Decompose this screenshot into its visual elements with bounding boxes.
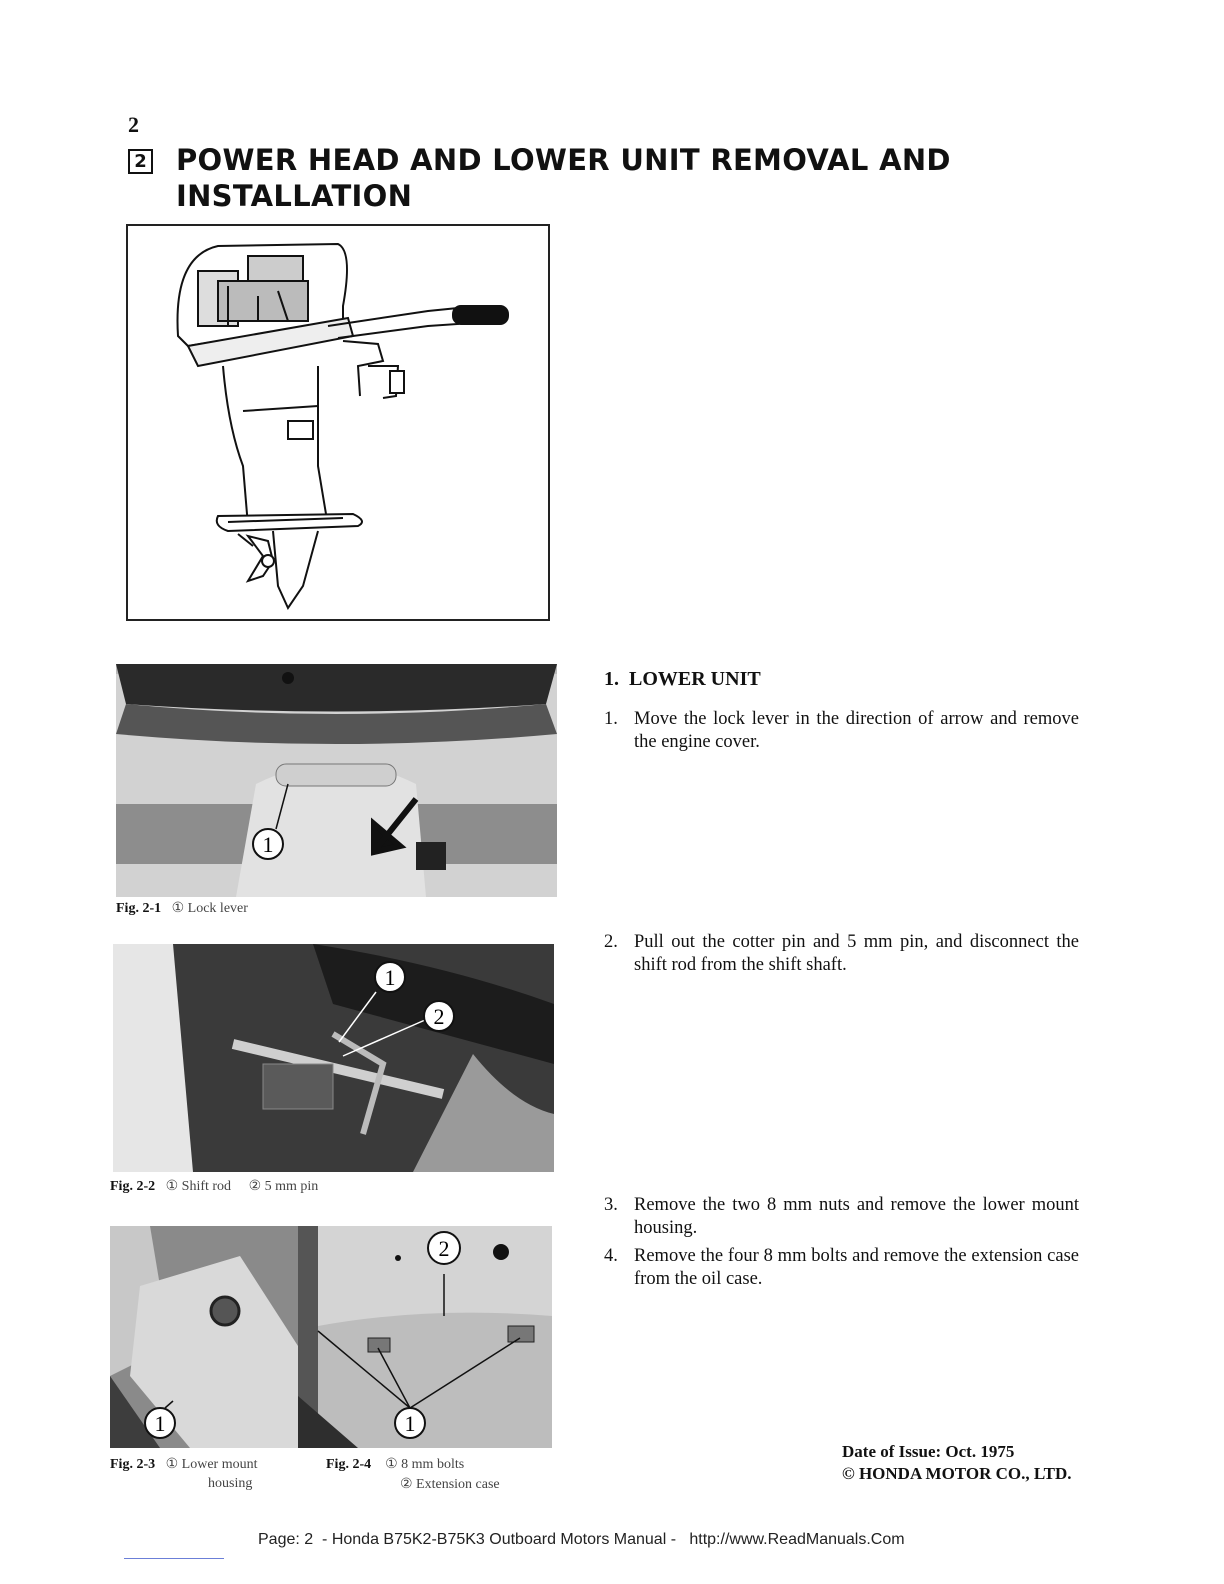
fig-2-2-callout-2: ② 5 mm pin xyxy=(248,1179,319,1194)
step-number: 1. xyxy=(604,709,618,729)
footer-page: Page: 2 xyxy=(258,1531,314,1548)
shift-rod-photo xyxy=(113,944,554,1172)
page-number: 2 xyxy=(128,112,139,137)
step-number: 3. xyxy=(604,1195,618,1215)
fig-2-4-marker-2: 2 xyxy=(438,1236,450,1261)
fig-2-3-photo xyxy=(110,1226,298,1448)
fig-2-2-callout-1: ① Shift rod xyxy=(165,1179,232,1194)
fig-2-1-marker-1: 1 xyxy=(262,832,274,857)
section-title-line2: INSTALLATION xyxy=(176,179,413,213)
fig-2-2-photo xyxy=(113,944,554,1172)
footer-underline xyxy=(124,1558,224,1559)
fig-2-1-photo xyxy=(116,664,557,897)
step-4 xyxy=(604,1245,1079,1291)
copyright: © HONDA MOTOR CO., LTD. xyxy=(842,1464,1072,1483)
issue-info xyxy=(842,1441,1071,1485)
lower-unit-heading-number: 1. xyxy=(604,668,619,690)
fig-2-1-callout: ① Lock lever xyxy=(171,901,248,916)
fig-2-4-caption xyxy=(326,1456,464,1473)
fig-2-1-caption xyxy=(116,900,248,917)
fig-2-4-marker-1: 1 xyxy=(404,1411,416,1436)
step-number: 4. xyxy=(604,1246,618,1266)
fig-2-4-callout-1: ① 8 mm bolts xyxy=(385,1457,465,1472)
section-title-line1: POWER HEAD AND LOWER UNIT REMOVAL AND xyxy=(176,143,951,177)
step-3 xyxy=(604,1194,1079,1240)
fig-2-3-callout-line2: housing xyxy=(208,1476,253,1491)
extension-case-photo xyxy=(298,1226,552,1448)
fig-2-3-label: Fig. 2-3 xyxy=(110,1457,156,1472)
fig-2-4-callout-2: ② Extension case xyxy=(400,1477,500,1492)
lock-lever-photo xyxy=(116,664,557,897)
step-2 xyxy=(604,931,1079,977)
footer-title: - Honda B75K2-B75K3 Outboard Motors Manual - xyxy=(322,1531,677,1548)
step-text: Pull out the cotter pin and 5 mm pin, and disconnect the shift rod from the shift shaft. xyxy=(634,932,1079,975)
fig-2-2-caption xyxy=(110,1178,318,1195)
lower-unit-heading-text: LOWER UNIT xyxy=(629,668,761,690)
fig-2-2-marker-1: 1 xyxy=(384,965,396,990)
footer-url[interactable]: http://www.ReadManuals.Com xyxy=(689,1531,905,1548)
fig-2-3-marker-1: 1 xyxy=(154,1411,166,1436)
step-text: Remove the four 8 mm bolts and remove the extension case from the oil case. xyxy=(634,1246,1079,1289)
fig-2-3-caption xyxy=(110,1456,257,1473)
issue-date: Date of Issue: Oct. 1975 xyxy=(842,1442,1015,1461)
step-text: Remove the two 8 mm nuts and remove the lower mount housing. xyxy=(634,1195,1079,1238)
fig-2-2-label: Fig. 2-2 xyxy=(110,1179,156,1194)
step-text: Move the lock lever in the direction of arrow and remove the engine cover. xyxy=(634,709,1079,752)
step-1 xyxy=(604,708,1079,754)
fig-2-4-photo xyxy=(298,1226,552,1448)
outboard-motor-illustration xyxy=(126,224,550,621)
fig-2-3-callout-line1: ① Lower mount xyxy=(165,1457,258,1472)
fig-2-1-label: Fig. 2-1 xyxy=(116,901,162,916)
lower-unit-heading xyxy=(604,668,761,691)
section-number-box: 2 xyxy=(128,149,153,174)
step-number: 2. xyxy=(604,932,618,952)
lower-mount-housing-photo xyxy=(110,1226,298,1448)
section-title xyxy=(176,142,976,214)
fig-2-4-label: Fig. 2-4 xyxy=(326,1457,372,1472)
fig-2-2-marker-2: 2 xyxy=(433,1004,445,1029)
page-footer xyxy=(258,1531,905,1549)
outboard-motor-drawing xyxy=(128,226,548,619)
